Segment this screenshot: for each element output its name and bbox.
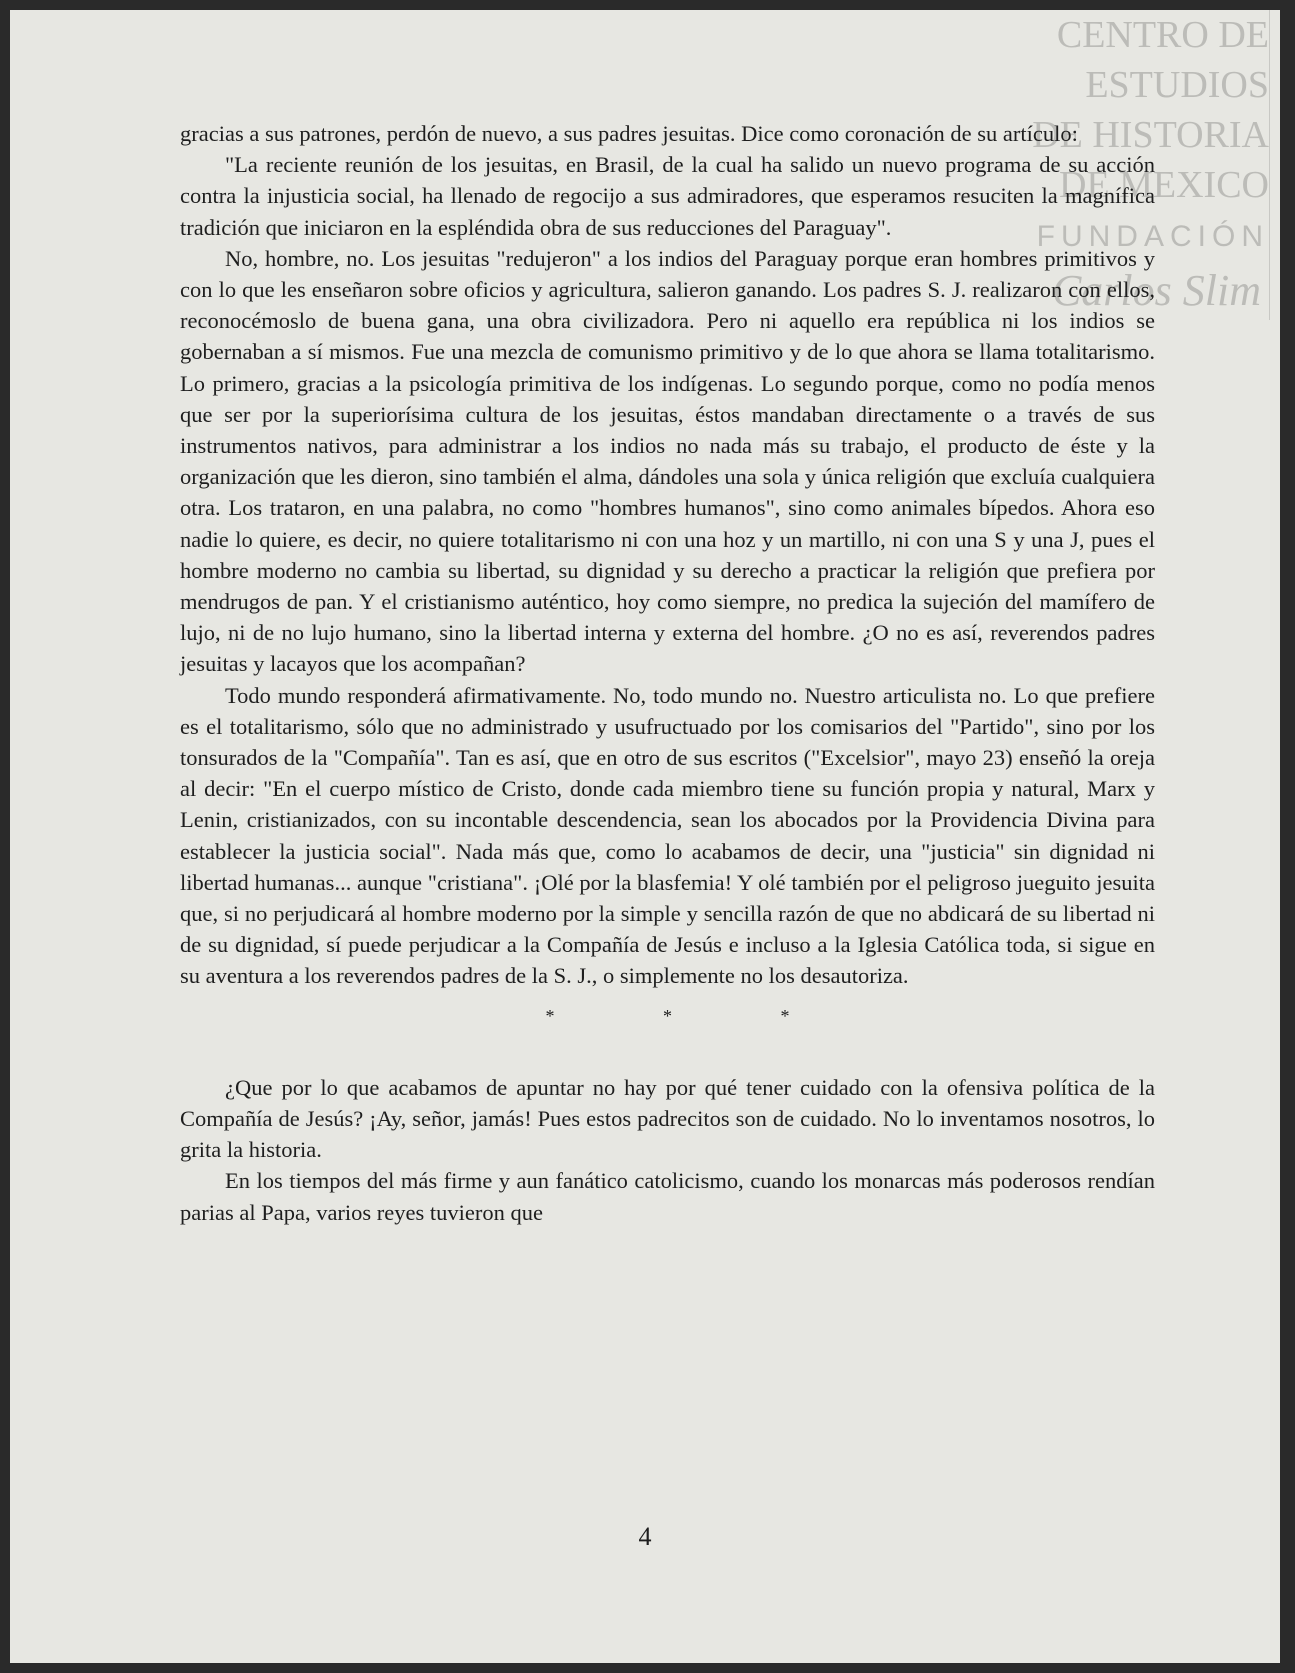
watermark-line: DE MEXICO bbox=[1058, 164, 1269, 206]
watermark-line: CENTRO DE bbox=[1056, 14, 1269, 56]
watermark-line: DE HISTORIA bbox=[1032, 114, 1269, 156]
watermark-line: ESTUDIOS bbox=[1085, 64, 1269, 106]
section-separator: * * * bbox=[545, 1005, 842, 1026]
article-body bbox=[180, 118, 1155, 1228]
paragraph: gracias a sus patrones, perdón de nuevo, a sus padres jesuitas. Dice como coronación de su artículo: bbox=[180, 121, 1078, 146]
page-number: 4 bbox=[638, 1522, 652, 1551]
watermark-signature: Carlos Slim bbox=[1051, 266, 1261, 315]
paragraph: En los tiempos del más firme y aun fanático catolicismo, cuando los monarcas más poderosos rendían parias al Papa, varios reyes tuvieron que bbox=[180, 1168, 1155, 1225]
paragraph: No, hombre, no. Los jesuitas "redujeron" a los indios del Paraguay porque eran hombres primitivos y con lo que les enseñaron sobre oficios y agricultura, salieron ganando. Los padres S. J. realizaron con ellos, reconocémoslo de buena gana, una obra civilizadora. Pero ni aquello era república ni los indios se gobernaban a sí mismos. Fue una mezcla de comunismo primitivo y de lo que ahora se llama totalitarismo. Lo primero, gracias a la psicología primitiva de los indígenas. Lo segundo porque, como no podía menos que ser por la superiorísima cultura de los jesuitas, éstos mandaban directamente o a través de sus instrumentos nativos, para administrar a los indios no nada más su trabajo, el producto de éste y la organización que les dieron, sino también el alma, dándoles una sola y única religión que excluía cualquiera otra. Los trataron, en una palabra, no como "hombres humanos", sino como animales bípedos. Ahora eso nadie lo quiere, es decir, no quiere totalitarismo ni con una hoz y un martillo, ni con una S y una J, pues el hombre moderno no cambia su libertad, su dignidad y su derecho a practicar la religión que prefiera por mendrugos de pan. Y el cristianismo auténtico, hoy como siempre, no predica la sujeción del mamífero de lujo, ni de no lujo humano, sino la libertad interna y externa del hombre. ¿O no es así, reverendos padres jesuitas y lacayos que los acompañan? bbox=[180, 245, 1155, 677]
paragraph: "La reciente reunión de los jesuitas, en Brasil, de la cual ha salido un nuevo programa de su acción contra la injusticia social, ha llenado de regocijo a sus admiradores, que esperamos resuciten la magnífica tradición que iniciaron en la espléndida obra de sus reducciones del Paraguay". bbox=[180, 152, 1155, 240]
watermark-foundation: FUNDACIÓN bbox=[1036, 220, 1269, 253]
document-page bbox=[10, 10, 1280, 1663]
paragraph: Todo mundo responderá afirmativamente. No, todo mundo no. Nuestro articulista no. Lo que prefiere es el totalitarismo, sólo que no administrado y usufructuado por los comisarios del "Partido", sino por los tonsurados de la "Compañía". Tan es así, que en otro de sus escritos ("Excelsior", mayo 23) enseñó la oreja al decir: "En el cuerpo místico de Cristo, donde cada miembro tiene su función propia y natural, Marx y Lenin, cristianizados, con su incontable descendencia, sean los abocados por la Providencia Divina para establecer la justicia social". Nada más que, como lo acabamos de decir, una "justicia" sin dignidad ni libertad humanas... aunque "cristiana". ¡Olé por la blasfemia! Y olé también por el peligroso jueguito jesuita que, si no perjudicará al hombre moderno por la simple y sencilla razón de que no abdicará de su libertad ni de su dignidad, sí puede perjudicar a la Compañía de Jesús e incluso a la Iglesia Católica toda, si sigue en su aventura a los reverendos padres de la S. J., o simplemente no los desautoriza. bbox=[180, 682, 1155, 989]
paragraph: ¿Que por lo que acabamos de apuntar no hay por qué tener cuidado con la ofensiva política de la Compañía de Jesús? ¡Ay, señor, jamás! Pues estos padrecitos son de cuidado. No lo inventamos nosotros, lo grita la historia. bbox=[180, 1074, 1155, 1163]
